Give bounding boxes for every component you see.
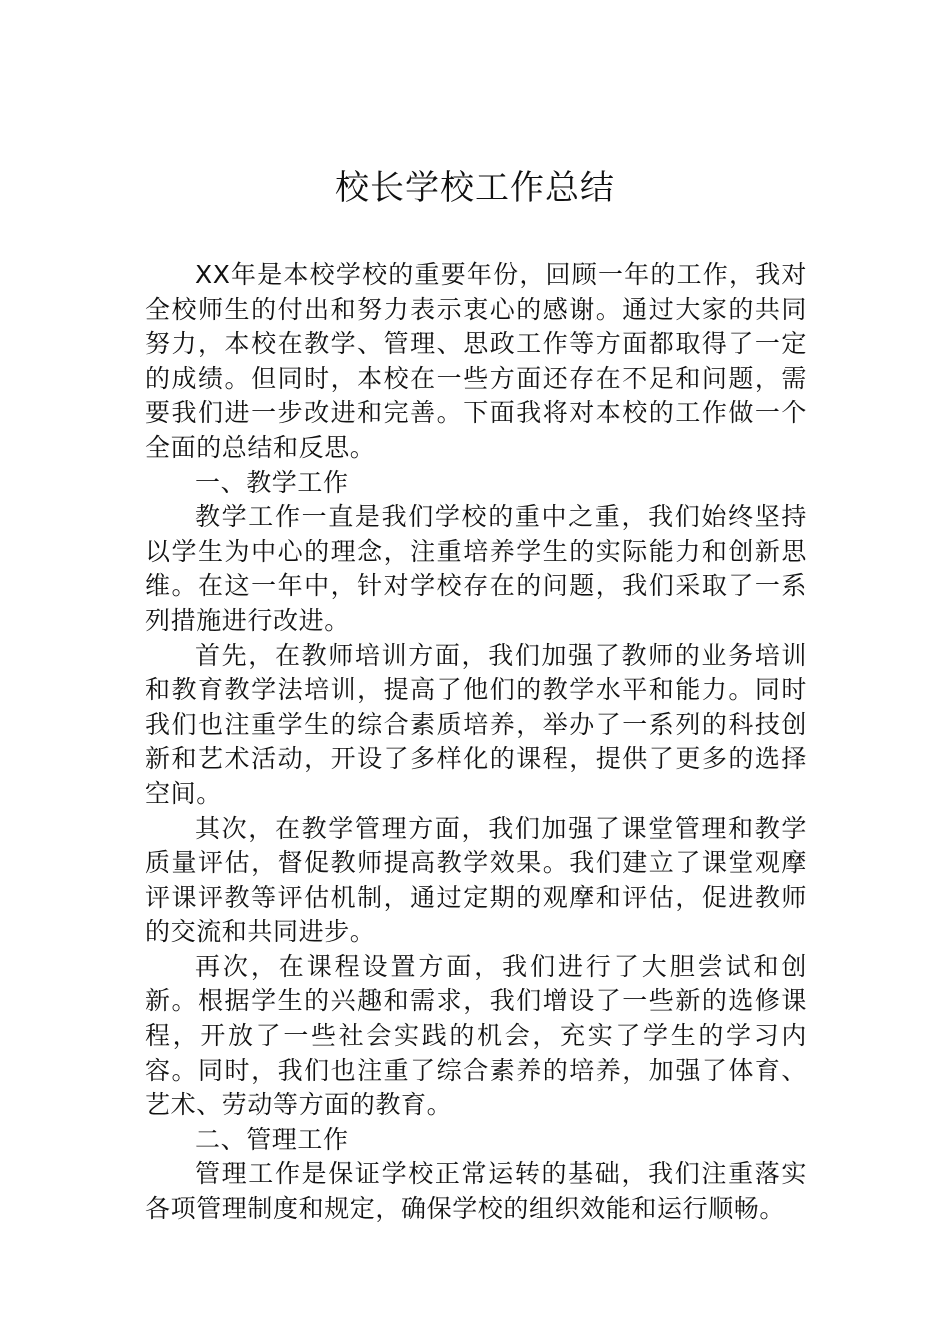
teaching-management-paragraph: 其次，在教学管理方面，我们加强了课堂管理和教学质量评估，督促教师提高教学效果。我们建立了课堂观摩评课评教等评估机制，通过定期的观摩和评估，促进教师的交流和共同进步。: [145, 813, 807, 947]
section-heading-management: 二、管理工作: [195, 1124, 349, 1154]
section-heading-teaching: 一、教学工作: [195, 467, 349, 497]
management-paragraph: 管理工作是保证学校正常运转的基础，我们注重落实各项管理制度和规定，确保学校的组织效能和运行顺畅。: [145, 1159, 807, 1224]
teaching-paragraph: 教学工作一直是我们学校的重中之重，我们始终坚持以学生为中心的理念，注重培养学生的实际能力和创新思维。在这一年中，针对学校存在的问题，我们采取了一系列措施进行改进。: [145, 502, 807, 635]
intro-paragraph: XX年是本校学校的重要年份，回顾一年的工作，我对全校师生的付出和努力表示衷心的感谢。通过大家的共同努力，本校在教学、管理、思政工作等方面都取得了一定的成绩。但同时，本校在一些方面还存在不足和问题，需要我们进一步改进和完善。下面我将对本校的工作做一个全面的总结和反思。: [145, 260, 807, 462]
document-title: 校长学校工作总结: [335, 168, 615, 208]
teacher-training-paragraph: 首先，在教师培训方面，我们加强了教师的业务培训和教育教学法培训，提高了他们的教学水平和能力。同时我们也注重学生的综合素质培养，举办了一系列的科技创新和艺术活动，开设了多样化的课程，提供了更多的选择空间。: [145, 640, 807, 808]
curriculum-paragraph: 再次，在课程设置方面，我们进行了大胆尝试和创新。根据学生的兴趣和需求，我们增设了一些新的选修课程，开放了一些社会实践的机会，充实了学生的学习内容。同时，我们也注重了综合素养的培养，加强了体育、艺术、劳动等方面的教育。: [145, 951, 807, 1120]
document-body: [145, 258, 807, 1227]
